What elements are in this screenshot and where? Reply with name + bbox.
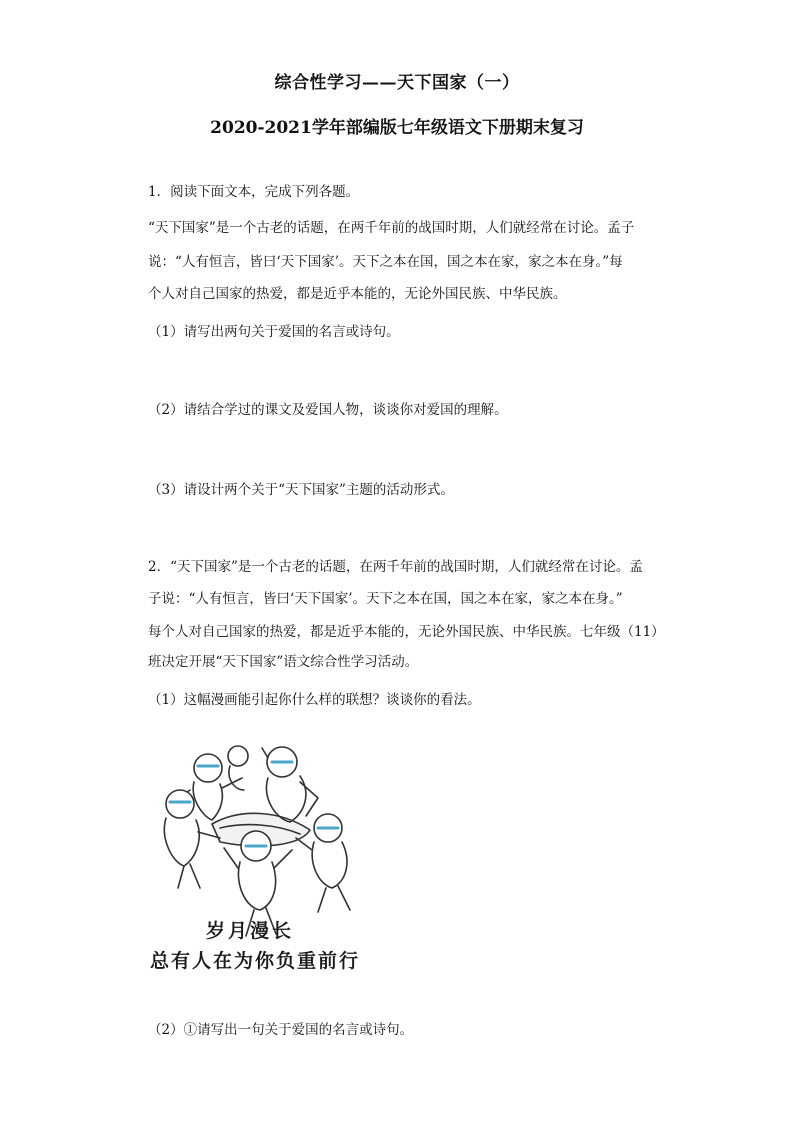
question-2-sub-2: （2）①请写出一句关于爱国的名言或诗句。 — [148, 1022, 414, 1038]
question-2-passage-line: 每个人对自己国家的热爱，都是近乎本能的，无论外国民族、中华民族。七年级（11） — [148, 624, 665, 640]
question-1-stem: 1．阅读下面文本，完成下列各题。 — [148, 184, 360, 200]
question-2-sub-1: （1）这幅漫画能引起你什么样的联想？谈谈你的看法。 — [148, 692, 481, 708]
question-2-passage-line: 2．“天下国家”是一个古老的话题，在两千年前的战国时期，人们就经常在讨论。孟 — [148, 559, 643, 575]
question-2-passage-line: 班决定开展“天下国家”语文综合性学习活动。 — [148, 654, 419, 670]
comic-caption-2: 总有人在为你负重前行 — [150, 950, 361, 972]
question-1-sub-1: （1）请写出两句关于爱国的名言或诗句。 — [148, 324, 400, 340]
question-1-passage-line: 个人对自己国家的热爱，都是近乎本能的，无论外国民族、中华民族。 — [148, 286, 567, 302]
comic-illustration — [150, 738, 390, 1000]
question-1-passage-line: “天下国家”是一个古老的话题，在两千年前的战国时期，人们就经常在讨论。孟子 — [148, 220, 635, 236]
question-1-sub-3: （3）请设计两个关于“天下国家”主题的活动形式。 — [148, 482, 454, 498]
question-1-sub-2: （2）请结合学过的课文及爱国人物，谈谈你对爱国的理解。 — [148, 402, 508, 418]
question-2-passage-line: 子说：“人有恒言，皆曰‘天下国家’。天下之本在国，国之本在家，家之本在身。” — [148, 591, 623, 607]
comic-caption-1: 岁月漫长 — [206, 920, 295, 942]
page-subtitle: 2020-2021学年部编版七年级语文下册期末复习 — [210, 118, 584, 138]
question-1-passage-line: 说：“人有恒言，皆曰‘天下国家’。天下之本在国，国之本在家，家之本在身。”每 — [148, 254, 623, 270]
page-title: 综合性学习——天下国家（一） — [274, 73, 520, 93]
